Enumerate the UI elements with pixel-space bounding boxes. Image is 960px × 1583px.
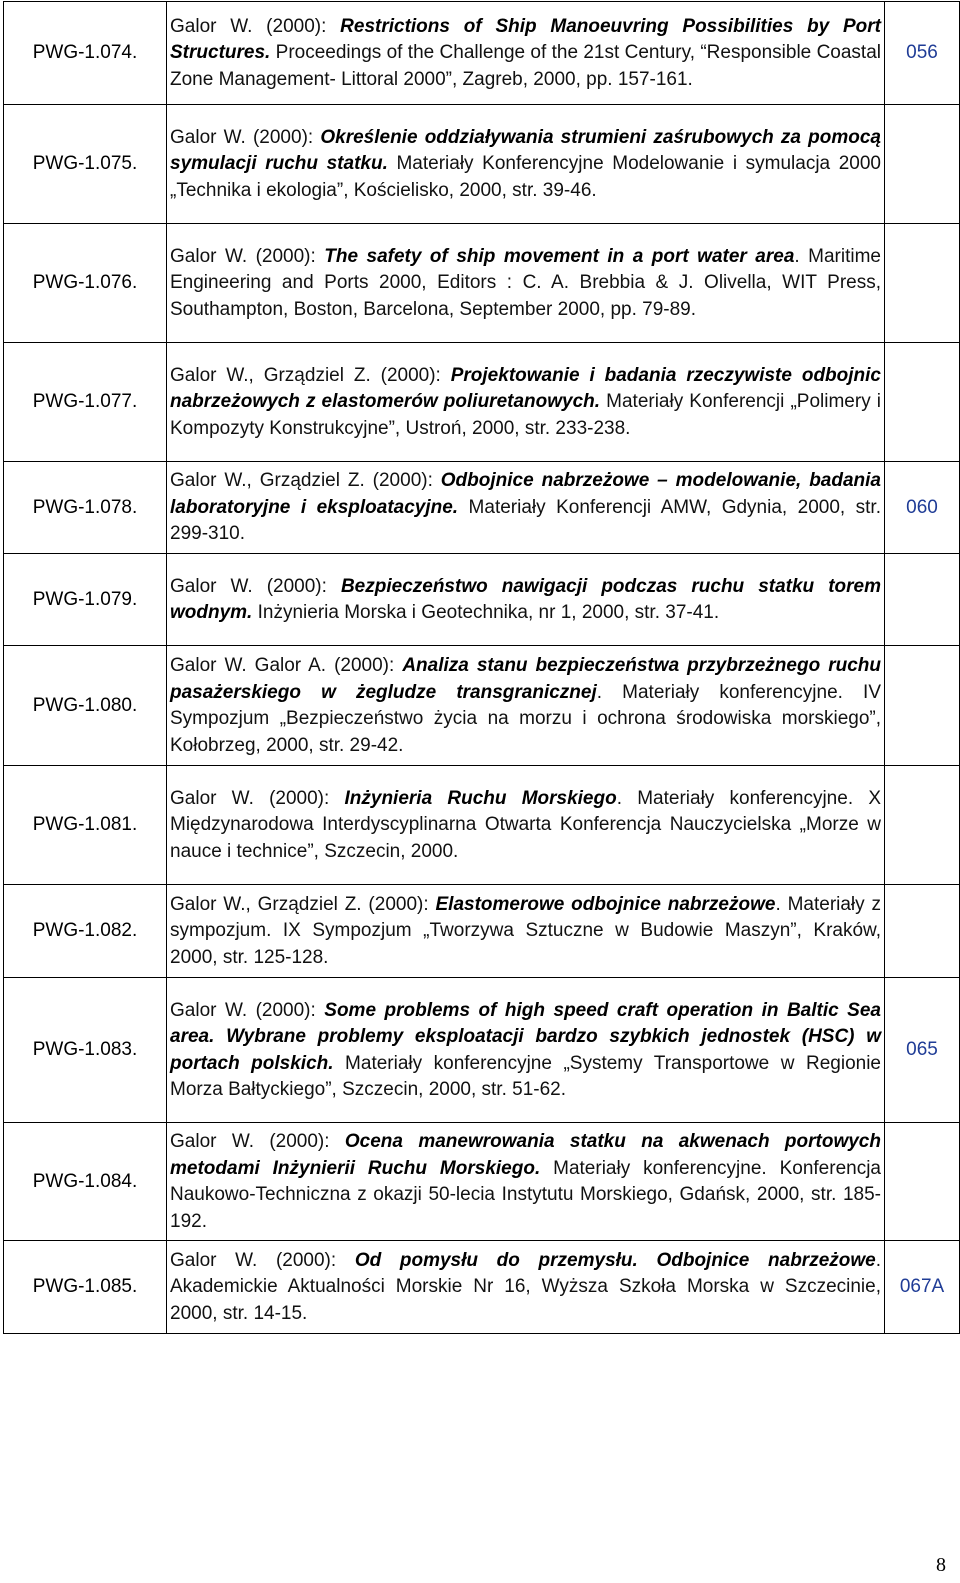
publication-reference — [167, 1241, 885, 1334]
publication-row — [4, 554, 960, 646]
publication-code: PWG-1.080. — [4, 646, 167, 766]
publication-author: Galor W. (2000): — [170, 245, 325, 267]
publication-row — [4, 1241, 960, 1334]
publication-author: Galor W. (2000): — [170, 15, 341, 37]
publication-title: Restrictions of Ship Manoeuvring Possibilities by Port Structures. — [170, 15, 881, 64]
publication-reference — [167, 2, 885, 105]
publication-author: Galor W., Grządziel Z. (2000): — [170, 364, 451, 386]
publication-row — [4, 646, 960, 766]
page-number: 8 — [936, 1554, 946, 1576]
publication-details: Materiały Konferencji „Polimery i Kompozyty Konstrukcyjne”, Ustroń, 2000, str. 233-238. — [170, 391, 882, 439]
publication-details: Inżynieria Morska i Geotechnika, nr 1, 2000, str. 37-41. — [252, 602, 720, 623]
publication-row — [4, 885, 960, 978]
publication-number — [885, 105, 960, 224]
publication-title: Elastomerowe odbojnice nabrzeżowe — [435, 893, 776, 915]
publication-author: Galor W. (2000): — [170, 126, 321, 148]
publication-details: . Materiały konferencyjne. IV Sympozjum „Bezpieczeństwo życia na morzu i ochrona środowiska morskiego”, Kołobrzeg, 2000, str. 29-42. — [170, 681, 881, 756]
publication-details: Proceedings of the Challenge of the 21st Century, “Responsible Coastal Zone Management- Littoral 2000”, Zagreb, 2000, pp. 157-161. — [170, 42, 881, 90]
publication-title: Inżynieria Ruchu Morskiego — [344, 787, 617, 809]
publication-row — [4, 105, 960, 224]
publication-details: Materiały konferencyjne „Systemy Transportowe w Regionie Morza Bałtyckiego”, Szczecin, 2000, str. 51-62. — [170, 1052, 881, 1100]
publication-reference — [167, 343, 885, 462]
publication-details: . Maritime Engineering and Ports 2000, Editors : C. A. Brebbia & J. Olivella, WIT Press, Southampton, Boston, Barcelona, September 2000, pp. 79-89. — [170, 245, 881, 320]
publication-details: . Materiały konferencyjne. X Międzynarodowa Interdyscyplinarna Otwarta Konferencja Nauczycielska „Morze w nauce i technice”, Szczecin, 2000. — [170, 787, 881, 862]
publication-title: Analiza stanu bezpieczeństwa przybrzeżnego ruchu pasażerskiego w żegludze transgranicznej — [170, 655, 881, 703]
publication-number — [885, 1123, 960, 1241]
publication-code: PWG-1.076. — [4, 224, 167, 343]
publication-author: Galor W., Grządziel Z. (2000): — [170, 893, 436, 915]
publication-reference — [167, 105, 885, 224]
publication-title: Odbojnice nabrzeżowe – modelowanie, badania laboratoryjne i eksploatacyjne. — [170, 470, 881, 518]
publication-code: PWG-1.075. — [4, 105, 167, 224]
publication-code: PWG-1.074. — [4, 2, 167, 105]
publication-details: Materiały konferencyjne. Konferencja Naukowo-Techniczna z okazji 50-lecia Instytutu Morskiego, Gdańsk, 2000, str. 185-192. — [170, 1157, 881, 1232]
publication-title: The safety of ship movement in a port water area — [324, 245, 795, 267]
publication-title: Some problems of high speed craft operation in Baltic Sea area. Wybrane problemy eksploatacji bardzo szybkich jednostek (HSC) w portach polskich. — [170, 999, 881, 1074]
publication-details: . Materiały z sympozjum. IX Sympozjum „Tworzywa Sztuczne w Budowie Maszyn”, Kraków, 2000, str. 125-128. — [170, 893, 882, 968]
publication-reference — [167, 646, 885, 766]
publication-row — [4, 224, 960, 343]
publication-number — [885, 343, 960, 462]
publication-reference — [167, 554, 885, 646]
publication-row — [4, 462, 960, 554]
publication-reference — [167, 224, 885, 343]
publication-title: Określenie oddziaływania strumieni zaśrubowych za pomocą symulacji ruchu statku. — [170, 126, 881, 175]
publication-title: Od pomysłu do przemysłu. Odbojnice nabrzeżowe — [354, 1249, 876, 1271]
publication-author: Galor W. (2000): — [170, 1131, 345, 1152]
publication-number — [885, 766, 960, 885]
publication-number — [885, 885, 960, 978]
publication-author: Galor W. Galor A. (2000): — [170, 655, 403, 676]
publication-code: PWG-1.082. — [4, 885, 167, 978]
publication-code: PWG-1.077. — [4, 343, 167, 462]
publication-title: Bezpieczeństwo nawigacji podczas ruchu statku torem wodnym. — [170, 575, 881, 623]
publication-number — [885, 646, 960, 766]
publication-author: Galor W., Grządziel Z. (2000): — [170, 470, 441, 492]
publication-number — [885, 554, 960, 646]
publication-number: 065 — [885, 978, 960, 1123]
publication-row — [4, 766, 960, 885]
publication-code: PWG-1.079. — [4, 554, 167, 646]
publication-code: PWG-1.083. — [4, 978, 167, 1123]
publication-code: PWG-1.085. — [4, 1241, 167, 1334]
publication-code: PWG-1.084. — [4, 1123, 167, 1241]
publication-number — [885, 224, 960, 343]
publication-reference — [167, 978, 885, 1123]
publication-title: Ocena manewrowania statku na akwenach portowych metodami Inżynierii Ruchu Morskiego. — [170, 1131, 881, 1179]
publication-author: Galor W. (2000): — [170, 1249, 355, 1271]
publication-details: . Akademickie Aktualności Morskie Nr 16, Wyższa Szkoła Morska w Szczecinie, 2000, str. 14-15. — [170, 1249, 881, 1324]
publication-number: 056 — [885, 2, 960, 105]
publication-author: Galor W. (2000): — [170, 575, 341, 597]
publication-author: Galor W. (2000): — [170, 787, 345, 809]
publication-code: PWG-1.081. — [4, 766, 167, 885]
publication-reference — [167, 766, 885, 885]
publication-title: Projektowanie i badania rzeczywiste odbojnic nabrzeżowych z elastomerów poliuretanowych. — [170, 364, 881, 413]
publication-details: Materiały Konferencyjne Modelowanie i symulacja 2000 „Technika i ekologia”, Kościelisko, 2000, str. 39-46. — [170, 153, 881, 201]
publication-number: 067A — [885, 1241, 960, 1334]
publication-code: PWG-1.078. — [4, 462, 167, 554]
publications-table — [3, 1, 960, 1334]
publication-row — [4, 2, 960, 105]
publication-number: 060 — [885, 462, 960, 554]
publication-reference — [167, 462, 885, 554]
publication-row — [4, 978, 960, 1123]
publication-details: Materiały Konferencji AMW, Gdynia, 2000, str. 299-310. — [170, 496, 881, 545]
publication-reference — [167, 1123, 885, 1241]
publication-row — [4, 343, 960, 462]
publication-row — [4, 1123, 960, 1241]
publication-author: Galor W. (2000): — [170, 999, 325, 1021]
publication-reference — [167, 885, 885, 978]
